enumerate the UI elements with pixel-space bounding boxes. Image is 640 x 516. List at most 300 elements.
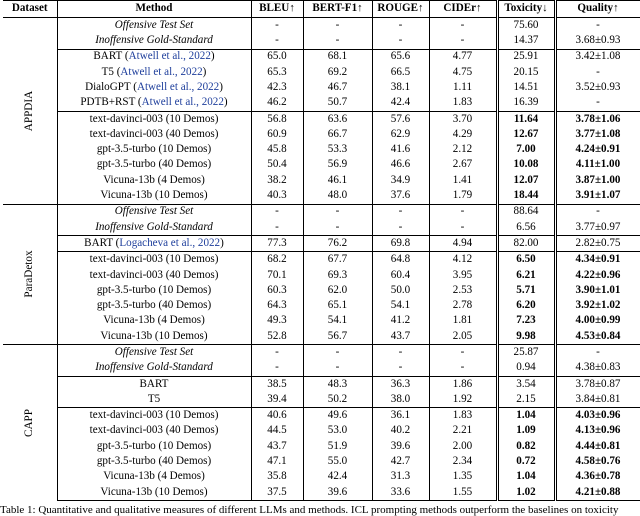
toxicity-cell: 20.15 xyxy=(497,65,555,80)
bert-f1-cell: 48.0 xyxy=(303,188,372,204)
toxicity-cell: 16.39 xyxy=(497,95,555,111)
bert-f1-cell: - xyxy=(303,204,372,220)
method-cell xyxy=(57,485,251,501)
bert-f1-cell: 56.7 xyxy=(303,329,372,345)
rouge-cell: - xyxy=(372,204,429,220)
method-cell: PDTB+RST (Atwell et al., 2022) xyxy=(57,95,251,111)
cider-cell: 1.79 xyxy=(429,188,497,204)
bleu-cell: 49.3 xyxy=(251,314,303,329)
bert-f1-cell: 53.3 xyxy=(303,142,372,157)
toxicity-cell: 1.04 xyxy=(497,470,555,485)
bleu-cell: 60.3 xyxy=(251,283,303,298)
toxicity-cell: 0.72 xyxy=(497,454,555,469)
method-name: Inoffensive Gold-Standard xyxy=(95,34,213,47)
method-name: Offensive Test Set xyxy=(114,205,194,218)
citation-link[interactable]: Atwell et al., 2022 xyxy=(128,50,211,63)
method-name: Offensive Test Set xyxy=(114,345,194,358)
quality-cell: 4.00±0.99 xyxy=(555,314,640,329)
header-row xyxy=(3,1,640,18)
bert-f1-cell: - xyxy=(303,18,372,34)
bleu-cell: 50.4 xyxy=(251,158,303,173)
bert-f1-cell: 66.7 xyxy=(303,127,372,142)
rouge-cell: 57.6 xyxy=(372,111,429,127)
quality-cell: 3.92±1.02 xyxy=(555,298,640,313)
bert-f1-cell: 63.6 xyxy=(303,111,372,127)
method-cell xyxy=(57,439,251,454)
quality-cell: - xyxy=(555,95,640,111)
header-cider: CIDEr↑ xyxy=(429,1,497,18)
bleu-cell: 44.5 xyxy=(251,424,303,439)
citation-link[interactable]: Atwell et al., 2022 xyxy=(120,65,203,78)
quality-cell: 4.21±0.88 xyxy=(555,485,640,501)
results-table xyxy=(3,0,640,501)
bleu-cell: - xyxy=(251,361,303,377)
method-name: Vicuna-13b (4 Demos) xyxy=(103,314,205,327)
rouge-cell: 42.4 xyxy=(372,95,429,111)
header-quality: Quality↑ xyxy=(555,1,640,18)
toxicity-cell: 12.07 xyxy=(497,173,555,188)
toxicity-cell: 0.94 xyxy=(497,361,555,377)
bert-f1-cell: 50.7 xyxy=(303,95,372,111)
toxicity-cell: 1.09 xyxy=(497,424,555,439)
cider-cell: 2.12 xyxy=(429,142,497,157)
cider-cell: 4.94 xyxy=(429,236,497,252)
cider-cell: 1.35 xyxy=(429,470,497,485)
table-row xyxy=(3,408,640,424)
bert-f1-cell: 51.9 xyxy=(303,439,372,454)
bleu-cell: 39.4 xyxy=(251,392,303,408)
toxicity-cell: 6.56 xyxy=(497,220,555,236)
bleu-cell: - xyxy=(251,18,303,34)
toxicity-cell: 82.00 xyxy=(497,236,555,252)
bert-f1-cell: 39.6 xyxy=(303,485,372,501)
table-row xyxy=(3,220,640,236)
quality-cell: 3.68±0.93 xyxy=(555,33,640,49)
quality-cell: 4.34±0.91 xyxy=(555,252,640,268)
bleu-cell: 65.0 xyxy=(251,49,303,65)
quality-cell: 4.24±0.91 xyxy=(555,142,640,157)
rouge-cell: 37.6 xyxy=(372,188,429,204)
cider-cell: 2.21 xyxy=(429,424,497,439)
bert-f1-cell: 50.2 xyxy=(303,392,372,408)
bleu-cell: 68.2 xyxy=(251,252,303,268)
table-row xyxy=(3,158,640,173)
quality-cell: 4.58±0.76 xyxy=(555,454,640,469)
rouge-cell: 33.6 xyxy=(372,485,429,501)
table-row xyxy=(3,33,640,49)
bleu-cell: 70.1 xyxy=(251,268,303,283)
bleu-cell: 47.1 xyxy=(251,454,303,469)
method-cell xyxy=(57,283,251,298)
toxicity-cell: 0.82 xyxy=(497,439,555,454)
bert-f1-cell: 49.6 xyxy=(303,408,372,424)
method-cell xyxy=(57,33,251,49)
method-name: text-davinci-003 (10 Demos) xyxy=(89,409,219,422)
bert-f1-cell: 69.2 xyxy=(303,65,372,80)
table-row xyxy=(3,49,640,65)
header-method: Method xyxy=(57,1,251,18)
toxicity-cell: 75.60 xyxy=(497,18,555,34)
method-cell xyxy=(57,220,251,236)
method-name: T5 xyxy=(101,65,114,78)
cider-cell: - xyxy=(429,220,497,236)
method-name: text-davinci-003 (40 Demos) xyxy=(89,127,219,140)
method-name: gpt-3.5-turbo (10 Demos) xyxy=(96,439,212,452)
cider-cell: 1.86 xyxy=(429,376,497,392)
bleu-cell: 40.6 xyxy=(251,408,303,424)
method-cell xyxy=(57,173,251,188)
bert-f1-cell: 76.2 xyxy=(303,236,372,252)
cider-cell: 2.05 xyxy=(429,329,497,345)
rouge-cell: - xyxy=(372,18,429,34)
method-cell: DialoGPT (Atwell et al., 2022) xyxy=(57,80,251,95)
rouge-cell: 66.5 xyxy=(372,65,429,80)
method-name: PDTB+RST xyxy=(80,96,136,109)
bert-f1-cell: 46.7 xyxy=(303,80,372,95)
cider-cell: 3.70 xyxy=(429,111,497,127)
bert-f1-cell: 65.1 xyxy=(303,298,372,313)
header-bleu: BLEU↑ xyxy=(251,1,303,18)
citation-link[interactable]: Atwell et al., 2022 xyxy=(141,96,224,109)
rouge-cell: 38.0 xyxy=(372,392,429,408)
quality-cell: 4.22±0.96 xyxy=(555,268,640,283)
method-cell: T5 (Atwell et al., 2022) xyxy=(57,65,251,80)
toxicity-cell: 1.02 xyxy=(497,485,555,501)
bert-f1-cell: 56.9 xyxy=(303,158,372,173)
cider-cell: 2.00 xyxy=(429,439,497,454)
toxicity-cell: 7.00 xyxy=(497,142,555,157)
method-cell xyxy=(57,454,251,469)
method-name: Vicuna-13b (4 Demos) xyxy=(103,470,205,483)
method-name: DialoGPT xyxy=(85,80,131,93)
cider-cell: 1.11 xyxy=(429,80,497,95)
dataset-cell xyxy=(3,204,57,345)
bert-f1-cell: 48.3 xyxy=(303,376,372,392)
quality-cell: 3.90±1.01 xyxy=(555,283,640,298)
cider-cell: - xyxy=(429,18,497,34)
method-name: text-davinci-003 (10 Demos) xyxy=(89,253,219,266)
quality-cell: 3.78±1.06 xyxy=(555,111,640,127)
rouge-cell: 31.3 xyxy=(372,470,429,485)
rouge-cell: 34.9 xyxy=(372,173,429,188)
bert-f1-cell: 68.1 xyxy=(303,49,372,65)
method-name: gpt-3.5-turbo (40 Demos) xyxy=(96,455,212,468)
method-cell xyxy=(57,142,251,157)
table-row xyxy=(3,127,640,142)
method-name: Vicuna-13b (10 Demos) xyxy=(100,329,208,342)
toxicity-cell: 12.67 xyxy=(497,127,555,142)
rouge-cell: 54.1 xyxy=(372,298,429,313)
rouge-cell: 36.1 xyxy=(372,408,429,424)
rouge-cell: - xyxy=(372,220,429,236)
quality-cell: - xyxy=(555,65,640,80)
method-cell: BART (Logacheva et al., 2022) xyxy=(57,236,251,252)
quality-cell: 4.53±0.84 xyxy=(555,329,640,345)
cider-cell: 4.29 xyxy=(429,127,497,142)
method-name: BART xyxy=(84,236,113,249)
bert-f1-cell: 54.1 xyxy=(303,314,372,329)
toxicity-cell: 14.51 xyxy=(497,80,555,95)
cider-cell: - xyxy=(429,204,497,220)
method-name: Inoffensive Gold-Standard xyxy=(95,361,213,374)
quality-cell: 4.03±0.96 xyxy=(555,408,640,424)
cider-cell: 2.78 xyxy=(429,298,497,313)
cider-cell: 2.67 xyxy=(429,158,497,173)
quality-cell: 3.87±1.00 xyxy=(555,173,640,188)
quality-cell: 3.84±0.81 xyxy=(555,392,640,408)
cider-cell: - xyxy=(429,33,497,49)
bleu-cell: 38.2 xyxy=(251,173,303,188)
method-cell: BART (Atwell et al., 2022) xyxy=(57,49,251,65)
cider-cell: 1.55 xyxy=(429,485,497,501)
quality-cell: 4.11±1.00 xyxy=(555,158,640,173)
toxicity-cell: 11.64 xyxy=(497,111,555,127)
rouge-cell: 60.4 xyxy=(372,268,429,283)
dataset-label: CAPP xyxy=(22,408,35,437)
table-row xyxy=(3,173,640,188)
cider-cell: 1.83 xyxy=(429,95,497,111)
cider-cell: - xyxy=(429,345,497,361)
rouge-cell: - xyxy=(372,361,429,377)
quality-cell: 2.82±0.75 xyxy=(555,236,640,252)
method-cell xyxy=(57,376,251,392)
table-row xyxy=(3,345,640,361)
bleu-cell: - xyxy=(251,33,303,49)
method-name: gpt-3.5-turbo (10 Demos) xyxy=(96,143,212,156)
table-row xyxy=(3,314,640,329)
toxicity-cell: 6.20 xyxy=(497,298,555,313)
bert-f1-cell: 55.0 xyxy=(303,454,372,469)
table-row xyxy=(3,95,640,111)
toxicity-cell: 7.23 xyxy=(497,314,555,329)
method-cell xyxy=(57,18,251,34)
toxicity-cell: 3.54 xyxy=(497,376,555,392)
quality-cell: 4.38±0.83 xyxy=(555,361,640,377)
method-name: text-davinci-003 (40 Demos) xyxy=(89,268,219,281)
table-row xyxy=(3,470,640,485)
method-cell xyxy=(57,470,251,485)
bert-f1-cell: - xyxy=(303,33,372,49)
quality-cell: 3.77±1.08 xyxy=(555,127,640,142)
table-row xyxy=(3,18,640,34)
dataset-cell xyxy=(3,18,57,205)
method-name: gpt-3.5-turbo (40 Demos) xyxy=(96,158,212,171)
table-row xyxy=(3,439,640,454)
table-row xyxy=(3,298,640,313)
bleu-cell: 56.8 xyxy=(251,111,303,127)
bert-f1-cell: - xyxy=(303,220,372,236)
method-cell xyxy=(57,392,251,408)
quality-cell: 3.77±0.97 xyxy=(555,220,640,236)
quality-cell: - xyxy=(555,345,640,361)
quality-cell: - xyxy=(555,18,640,34)
bert-f1-cell: 53.0 xyxy=(303,424,372,439)
table-row xyxy=(3,252,640,268)
rouge-cell: 65.6 xyxy=(372,49,429,65)
rouge-cell: 64.8 xyxy=(372,252,429,268)
bleu-cell: 64.3 xyxy=(251,298,303,313)
method-name: Vicuna-13b (10 Demos) xyxy=(100,189,208,202)
toxicity-cell: 9.98 xyxy=(497,329,555,345)
method-cell xyxy=(57,111,251,127)
method-cell xyxy=(57,127,251,142)
quality-cell: 3.78±0.87 xyxy=(555,376,640,392)
header-rouge: ROUGE↑ xyxy=(372,1,429,18)
header-bert-f1: BERT-F1↑ xyxy=(303,1,372,18)
method-name: Inoffensive Gold-Standard xyxy=(95,220,213,233)
toxicity-cell: 14.37 xyxy=(497,33,555,49)
quality-cell: - xyxy=(555,204,640,220)
method-name: BART xyxy=(139,377,169,390)
header-toxicity: Toxicity↓ xyxy=(497,1,555,18)
bleu-cell: 42.3 xyxy=(251,80,303,95)
rouge-cell: - xyxy=(372,33,429,49)
toxicity-cell: 5.71 xyxy=(497,283,555,298)
method-name: gpt-3.5-turbo (40 Demos) xyxy=(96,299,212,312)
method-name: T5 xyxy=(147,392,161,405)
method-cell xyxy=(57,408,251,424)
table-row xyxy=(3,376,640,392)
toxicity-cell: 25.91 xyxy=(497,49,555,65)
rouge-cell: 36.3 xyxy=(372,376,429,392)
table-row xyxy=(3,485,640,501)
bleu-cell: - xyxy=(251,345,303,361)
table-row xyxy=(3,65,640,80)
table-row xyxy=(3,236,640,252)
rouge-cell: 62.9 xyxy=(372,127,429,142)
method-name: text-davinci-003 (40 Demos) xyxy=(89,424,219,437)
bleu-cell: 52.8 xyxy=(251,329,303,345)
method-name: gpt-3.5-turbo (10 Demos) xyxy=(96,283,212,296)
cider-cell: 2.53 xyxy=(429,283,497,298)
rouge-cell: 43.7 xyxy=(372,329,429,345)
toxicity-cell: 6.21 xyxy=(497,268,555,283)
cider-cell: 4.77 xyxy=(429,49,497,65)
cider-cell: 1.92 xyxy=(429,392,497,408)
method-cell xyxy=(57,424,251,439)
dataset-label: APPDIA xyxy=(22,90,35,131)
bert-f1-cell: - xyxy=(303,361,372,377)
quality-cell: 3.52±0.93 xyxy=(555,80,640,95)
method-cell xyxy=(57,361,251,377)
table-row xyxy=(3,142,640,157)
cider-cell: 1.41 xyxy=(429,173,497,188)
bleu-cell: - xyxy=(251,220,303,236)
toxicity-cell: 25.87 xyxy=(497,345,555,361)
dataset-cell xyxy=(3,345,57,501)
table-row xyxy=(3,268,640,283)
bleu-cell: 43.7 xyxy=(251,439,303,454)
rouge-cell: 41.6 xyxy=(372,142,429,157)
bert-f1-cell: 62.0 xyxy=(303,283,372,298)
cider-cell: - xyxy=(429,361,497,377)
method-name: text-davinci-003 (10 Demos) xyxy=(89,112,219,125)
rouge-cell: 39.6 xyxy=(372,439,429,454)
method-cell xyxy=(57,345,251,361)
quality-cell: 4.36±0.78 xyxy=(555,470,640,485)
quality-cell: 3.42±1.08 xyxy=(555,49,640,65)
quality-cell: 3.91±1.07 xyxy=(555,188,640,204)
method-cell xyxy=(57,268,251,283)
quality-cell: 4.44±0.81 xyxy=(555,439,640,454)
rouge-cell: 38.1 xyxy=(372,80,429,95)
toxicity-cell: 1.04 xyxy=(497,408,555,424)
cider-cell: 4.75 xyxy=(429,65,497,80)
bleu-cell: 46.2 xyxy=(251,95,303,111)
toxicity-cell: 88.64 xyxy=(497,204,555,220)
toxicity-cell: 10.08 xyxy=(497,158,555,173)
rouge-cell: 41.2 xyxy=(372,314,429,329)
table-row xyxy=(3,111,640,127)
method-name: BART xyxy=(93,50,123,63)
bert-f1-cell: 42.4 xyxy=(303,470,372,485)
rouge-cell: 50.0 xyxy=(372,283,429,298)
bleu-cell: 60.9 xyxy=(251,127,303,142)
bleu-cell: 37.5 xyxy=(251,485,303,501)
cider-cell: 3.95 xyxy=(429,268,497,283)
table-row xyxy=(3,80,640,95)
method-name: Offensive Test Set xyxy=(114,18,194,31)
table-row xyxy=(3,361,640,377)
citation-link[interactable]: Logacheva et al., 2022 xyxy=(119,236,221,249)
table-body xyxy=(3,18,640,501)
citation-link[interactable]: Atwell et al., 2022 xyxy=(136,80,220,93)
rouge-cell: 40.2 xyxy=(372,424,429,439)
method-cell xyxy=(57,158,251,173)
bleu-cell: 77.3 xyxy=(251,236,303,252)
bleu-cell: - xyxy=(251,204,303,220)
cider-cell: 4.12 xyxy=(429,252,497,268)
rouge-cell: 69.8 xyxy=(372,236,429,252)
rouge-cell: 46.6 xyxy=(372,158,429,173)
cider-cell: 2.34 xyxy=(429,454,497,469)
bert-f1-cell: 69.3 xyxy=(303,268,372,283)
cider-cell: 1.83 xyxy=(429,408,497,424)
table-row xyxy=(3,454,640,469)
method-cell xyxy=(57,188,251,204)
rouge-cell: 42.7 xyxy=(372,454,429,469)
toxicity-cell: 6.50 xyxy=(497,252,555,268)
header-dataset: Dataset xyxy=(3,1,57,18)
method-cell xyxy=(57,329,251,345)
rouge-cell: - xyxy=(372,345,429,361)
bert-f1-cell: 67.7 xyxy=(303,252,372,268)
bleu-cell: 65.3 xyxy=(251,65,303,80)
bert-f1-cell: - xyxy=(303,345,372,361)
bleu-cell: 38.5 xyxy=(251,376,303,392)
method-cell xyxy=(57,204,251,220)
method-cell xyxy=(57,314,251,329)
dataset-label: ParaDetox xyxy=(22,250,35,299)
bert-f1-cell: 46.1 xyxy=(303,173,372,188)
cider-cell: 1.81 xyxy=(429,314,497,329)
toxicity-cell: 2.15 xyxy=(497,392,555,408)
table-row xyxy=(3,424,640,439)
table-row xyxy=(3,283,640,298)
table-caption: Table 1: Quantitative and qualitative measures of different LLMs and methods. ICL prompting methods outperform the baselines on toxicity xyxy=(0,504,619,516)
method-cell xyxy=(57,252,251,268)
table-row xyxy=(3,204,640,220)
quality-cell: 4.13±0.96 xyxy=(555,424,640,439)
method-cell xyxy=(57,298,251,313)
bleu-cell: 35.8 xyxy=(251,470,303,485)
method-name: Vicuna-13b (4 Demos) xyxy=(103,173,205,186)
bleu-cell: 45.8 xyxy=(251,142,303,157)
table-row xyxy=(3,329,640,345)
table-row xyxy=(3,392,640,408)
method-name: Vicuna-13b (10 Demos) xyxy=(100,485,208,498)
table-row xyxy=(3,188,640,204)
